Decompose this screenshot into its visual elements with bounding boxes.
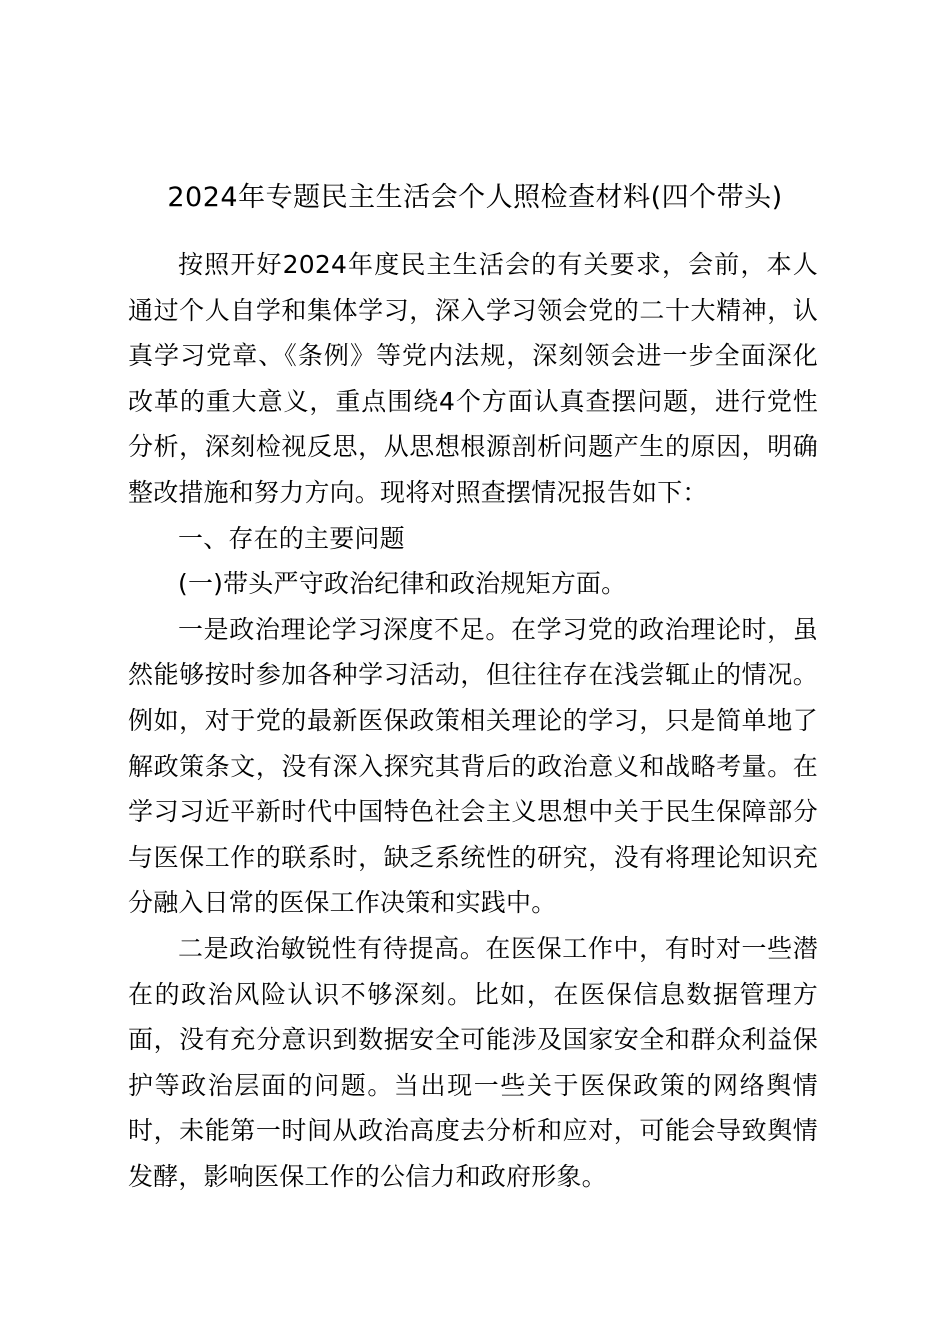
subsection-heading-discipline: (一)带头严守政治纪律和政治规矩方面。 [178,569,627,599]
paragraph-intro: 按照开好2024年度民主生活会的有关要求，会前，本人通过个人自学和集体学习，深入学习领会党的二十大精神，认真学习党章、《条例》等党内法规，深刻领会进一步全面深化改革的重大意义，重点围绕4个方面认真查摆问题，进行党性分析，深刻检视反思，从思想根源剖析问题产生的原因，明确整改措施和努力方向。现将对照查摆情况报告如下： [128,250,818,507]
section-heading-problems: 一、存在的主要问题 [178,523,405,553]
document-title: 2024年专题民主生活会个人照检查材料(四个带头) [167,182,783,213]
paragraph-theory-study: 一是政治理论学习深度不足。在学习党的政治理论时，虽然能够按时参加各种学习活动，但往往存在浅尝辄止的情况。例如，对于党的最新医保政策相关理论的学习，只是简单地了解政策条文，没有深入探究其背后的政治意义和战略考量。在学习习近平新时代中国特色社会主义思想中关于民生保障部分与医保工作的联系时，缺乏系统性的研究，没有将理论知识充分融入日常的医保工作决策和实践中。 [128,614,818,918]
document-body [128,242,818,1199]
paragraph-political-sensitivity: 二是政治敏锐性有待提高。在医保工作中，有时对一些潜在的政治风险认识不够深刻。比如，在医保信息数据管理方面，没有充分意识到数据安全可能涉及国家安全和群众利益保护等政治层面的问题。当出现一些关于医保政策的网络舆情时，未能第一时间从政治高度去分析和应对，可能会导致舆情发酵，影响医保工作的公信力和政府形象。 [128,933,818,1191]
